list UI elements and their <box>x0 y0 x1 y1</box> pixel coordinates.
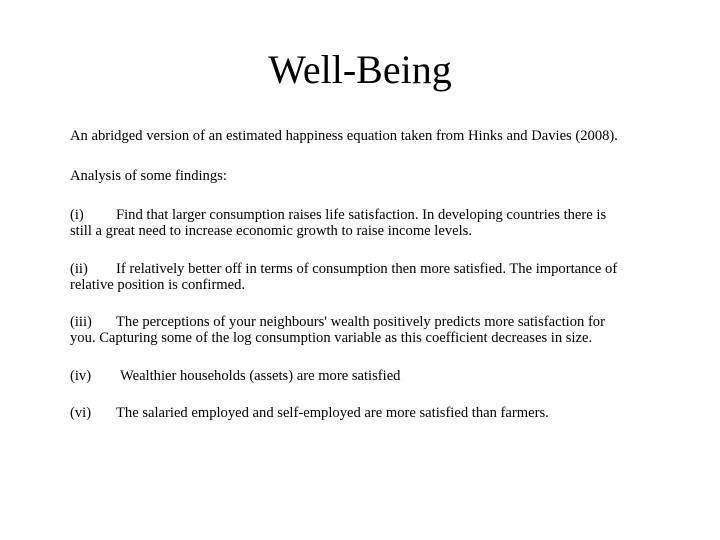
finding-marker: (vi) <box>70 405 92 421</box>
finding-line <box>70 368 690 384</box>
finding-item-5 <box>70 405 690 421</box>
finding-line <box>70 207 690 223</box>
analysis-heading: Analysis of some findings: <box>70 168 227 184</box>
finding-line <box>70 314 690 330</box>
finding-line <box>70 405 690 421</box>
finding-marker: (i) <box>70 207 84 223</box>
finding-text: The salaried employed and self-employed are more satisfied than farmers. <box>116 405 549 421</box>
finding-text: If relatively better off in terms of consumption then more satisfied. The importance of <box>116 261 618 277</box>
intro-text: An abridged version of an estimated happiness equation taken from Hinks and Davies (2008). <box>70 128 618 144</box>
finding-text: The perceptions of your neighbours' wealth positively predicts more satisfaction for <box>116 314 605 330</box>
finding-text: Wealthier households (assets) are more satisfied <box>120 368 401 384</box>
finding-continuation: still a great need to increase economic growth to raise income levels. <box>70 223 472 239</box>
finding-item-2 <box>70 261 690 293</box>
finding-marker: (iii) <box>70 314 92 330</box>
finding-item-4 <box>70 368 690 384</box>
finding-continuation: relative position is confirmed. <box>70 277 246 293</box>
slide-title: Well-Being <box>268 47 452 92</box>
finding-marker: (iv) <box>70 368 92 384</box>
finding-continuation: you. Capturing some of the log consumption variable as this coefficient decreases in size. <box>70 330 593 346</box>
finding-item-3 <box>70 314 690 346</box>
finding-line <box>70 261 690 277</box>
finding-item-1 <box>70 207 690 239</box>
finding-marker: (ii) <box>70 261 88 277</box>
finding-text: Find that larger consumption raises life satisfaction. In developing countries there is <box>116 207 607 223</box>
